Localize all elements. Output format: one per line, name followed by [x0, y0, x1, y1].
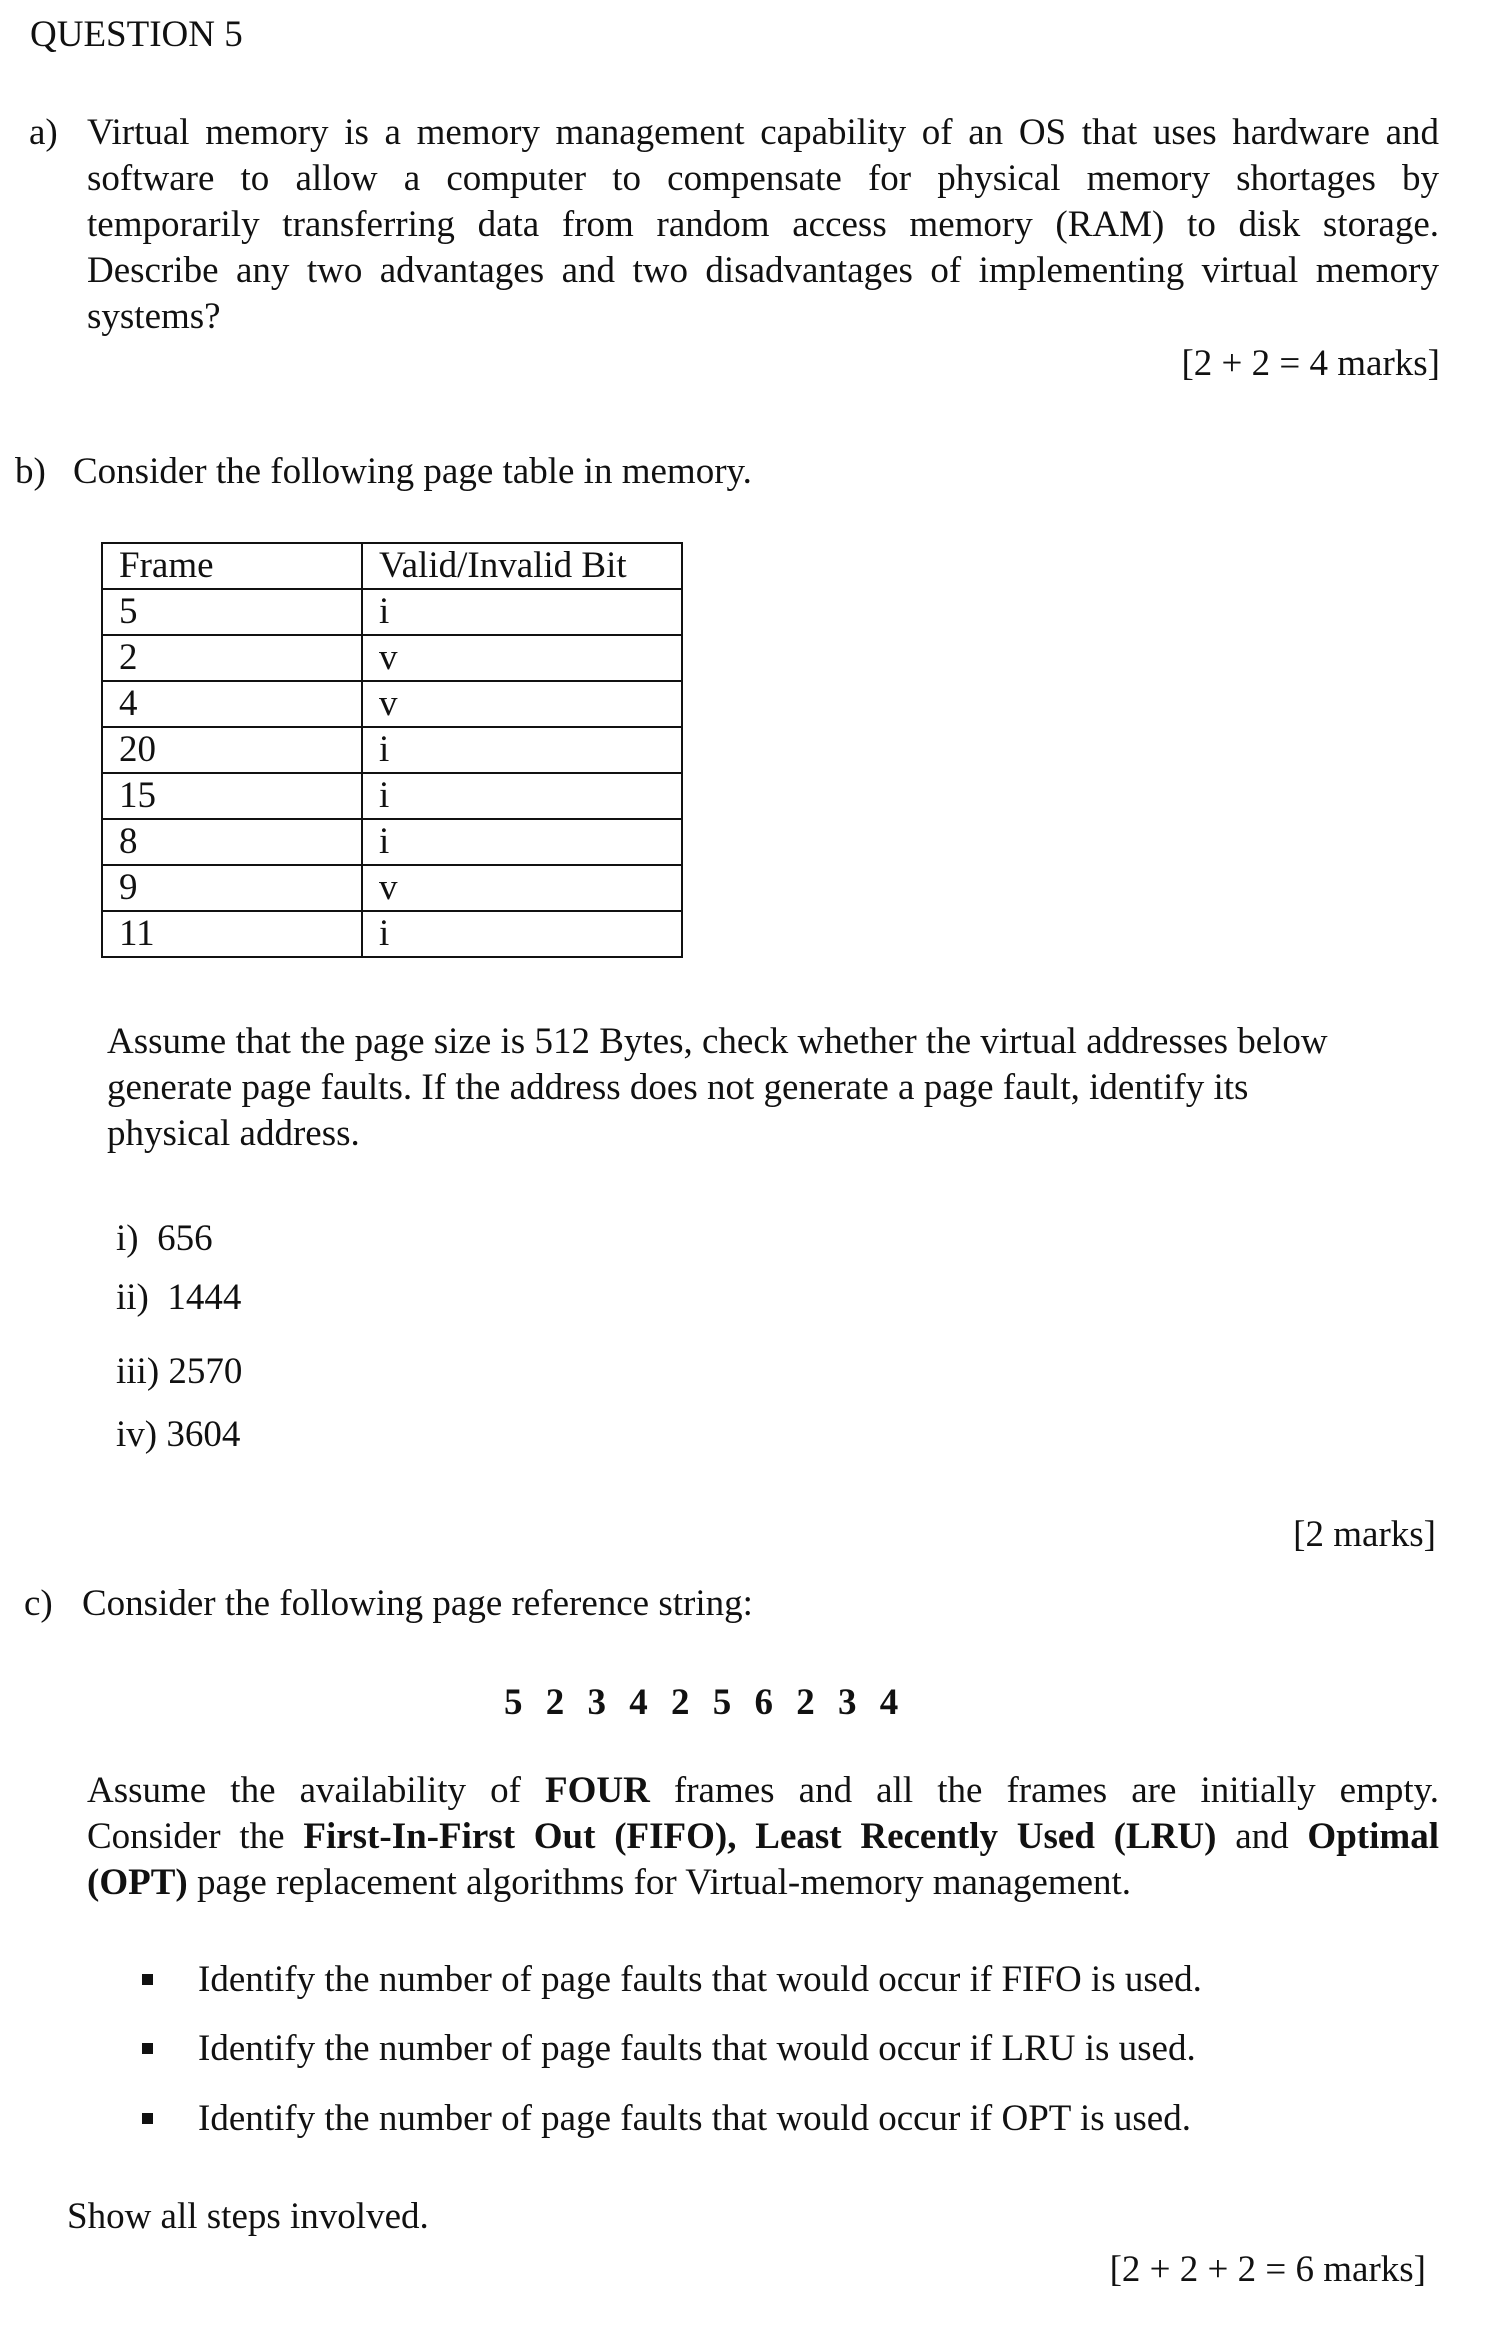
table-row	[102, 819, 682, 865]
table-row	[102, 865, 682, 911]
table-cell-frame: 20	[102, 727, 362, 773]
address-item-4: iv) 3604	[116, 1414, 241, 1455]
frame-count-bold: FOUR	[545, 1770, 650, 1811]
part-a-line-5: systems?	[87, 296, 221, 337]
table-row	[102, 681, 682, 727]
table-cell-bit: i	[362, 589, 682, 635]
part-b-label: b)	[15, 451, 46, 492]
assume-text: and	[1216, 1816, 1308, 1857]
part-b-intro: Consider the following page table in memory.	[73, 451, 752, 492]
table-cell-frame: 8	[102, 819, 362, 865]
address-item-2: ii) 1444	[116, 1277, 242, 1318]
table-cell-bit: i	[362, 911, 682, 957]
part-b-assume-line-3: physical address.	[107, 1113, 360, 1154]
part-c-assume-line-1	[87, 1767, 1439, 1814]
address-item-3: iii) 2570	[116, 1351, 243, 1392]
table-cell-frame: 15	[102, 773, 362, 819]
optimal-bold: Optimal	[1307, 1816, 1439, 1857]
table-cell-frame: 11	[102, 911, 362, 957]
bullet-square-icon	[142, 1974, 153, 1985]
table-row	[102, 635, 682, 681]
table-cell-bit: v	[362, 865, 682, 911]
show-steps-text: Show all steps involved.	[67, 2196, 429, 2237]
bullet-square-icon	[142, 2043, 153, 2054]
part-c-label: c)	[24, 1583, 53, 1624]
assume-text: frames and all the frames are initially empty.	[649, 1770, 1439, 1811]
part-c-marks: [2 + 2 + 2 = 6 marks]	[1109, 2249, 1426, 2290]
part-a-label: a)	[29, 112, 58, 153]
bullet-square-icon	[142, 2113, 153, 2124]
part-c-intro: Consider the following page reference string:	[82, 1583, 753, 1624]
assume-text: page replacement algorithms for Virtual-memory management.	[187, 1862, 1132, 1903]
part-a-line-4: Describe any two advantages and two disadvantages of implementing virtual memory	[87, 250, 1439, 291]
table-cell-frame: 9	[102, 865, 362, 911]
table-cell-bit: i	[362, 773, 682, 819]
part-a-line-1: Virtual memory is a memory management capability of an OS that uses hardware and	[87, 112, 1439, 153]
table-header-valid-bit: Valid/Invalid Bit	[362, 543, 682, 589]
table-cell-frame: 5	[102, 589, 362, 635]
table-row	[102, 773, 682, 819]
table-row	[102, 911, 682, 957]
page-table	[101, 542, 683, 958]
table-cell-frame: 2	[102, 635, 362, 681]
assume-text: Assume the availability of	[87, 1770, 545, 1811]
table-cell-bit: v	[362, 681, 682, 727]
part-a-line-2: software to allow a computer to compensate for physical memory shortages by	[87, 158, 1439, 199]
part-c-assume-line-2	[87, 1813, 1439, 1860]
part-b-assume-line-2: generate page faults. If the address does not generate a page fault, identify its	[107, 1067, 1249, 1108]
table-cell-bit: i	[362, 819, 682, 865]
bullet-item-opt: Identify the number of page faults that would occur if OPT is used.	[198, 2098, 1191, 2139]
part-c-assume-line-3	[87, 1859, 1131, 1906]
assume-text: Consider the	[87, 1816, 304, 1857]
part-a-marks: [2 + 2 = 4 marks]	[1181, 343, 1440, 384]
part-a-line-3: temporarily transferring data from random access memory (RAM) to disk storage.	[87, 204, 1439, 245]
table-cell-frame: 4	[102, 681, 362, 727]
opt-bold: (OPT)	[87, 1862, 188, 1903]
table-header-frame: Frame	[102, 543, 362, 589]
bullet-item-fifo: Identify the number of page faults that would occur if FIFO is used.	[198, 1959, 1202, 2000]
reference-string: 5 2 3 4 2 5 6 2 3 4	[504, 1682, 906, 1723]
table-cell-bit: v	[362, 635, 682, 681]
part-b-assume-line-1: Assume that the page size is 512 Bytes, check whether the virtual addresses below	[107, 1021, 1328, 1062]
table-row	[102, 589, 682, 635]
part-b-marks: [2 marks]	[1293, 1514, 1436, 1555]
page-table-header-row	[102, 543, 682, 589]
table-row	[102, 727, 682, 773]
question-title: QUESTION 5	[30, 14, 243, 55]
address-item-1: i) 656	[116, 1218, 213, 1259]
bullet-item-lru: Identify the number of page faults that would occur if LRU is used.	[198, 2028, 1196, 2069]
table-cell-bit: i	[362, 727, 682, 773]
algorithms-bold: First-In-First Out (FIFO), Least Recently Used (LRU)	[303, 1816, 1217, 1857]
